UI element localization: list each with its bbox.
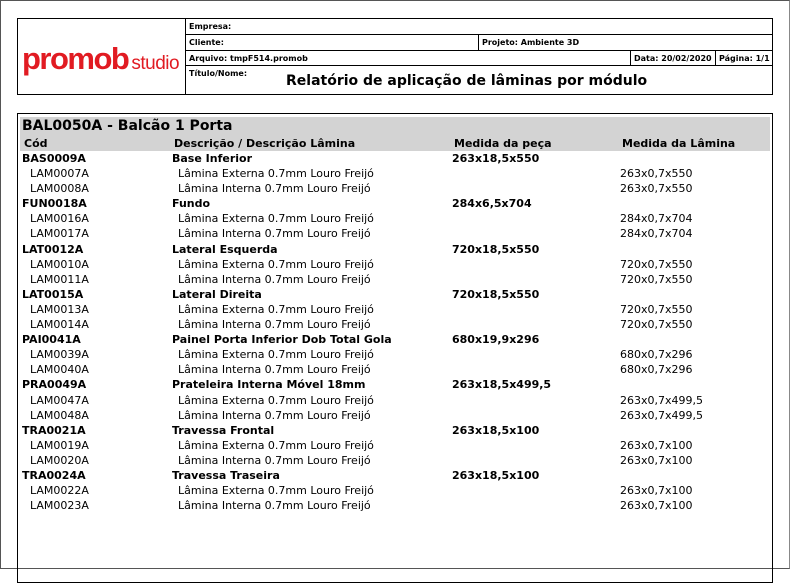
- lamina-row: [20, 453, 770, 468]
- column-header-cod: Cód: [24, 137, 48, 150]
- header-row-cliente: [186, 35, 772, 51]
- column-header-medida-lamina: Medida da Lâmina: [622, 137, 736, 150]
- row-description: Lâmina Interna 0.7mm Louro Freijó: [178, 499, 371, 513]
- row-description: Prateleira Interna Móvel 18mm: [172, 378, 366, 392]
- row-medida-lamina: 720x0,7x550: [620, 302, 693, 316]
- row-description: Travessa Frontal: [172, 423, 275, 437]
- titulo-label: Título/Nome:: [189, 69, 248, 78]
- logo-main-text: promob: [22, 41, 129, 76]
- lamina-row: [20, 483, 770, 498]
- lamina-row: [20, 393, 770, 408]
- cell-divider: [715, 51, 716, 65]
- row-description: Lâmina Interna 0.7mm Louro Freijó: [178, 318, 371, 332]
- promob-studio-logo: [22, 41, 179, 77]
- row-medida-peca: 284x6,5x704: [452, 197, 532, 211]
- row-medida-lamina: 720x0,7x550: [620, 318, 693, 332]
- arquivo-label: Arquivo: tmpF514.promob: [189, 54, 308, 63]
- empresa-label: Empresa:: [189, 22, 232, 31]
- row-description: Lâmina Interna 0.7mm Louro Freijó: [178, 182, 371, 196]
- row-code: LAT0012A: [22, 242, 84, 256]
- row-medida-peca: 263x18,5x100: [452, 468, 540, 482]
- row-code: BAS0009A: [22, 152, 86, 165]
- data-label: Data: 20/02/2020: [634, 54, 712, 63]
- row-code: PRA0049A: [22, 378, 87, 392]
- part-row: [20, 287, 770, 302]
- lamina-row: [20, 226, 770, 241]
- row-medida-peca: 680x19,9x296: [452, 333, 540, 347]
- row-code: LAM0040A: [30, 363, 89, 377]
- row-description: Lâmina Externa 0.7mm Louro Freijó: [178, 348, 374, 362]
- column-header-descricao: Descrição / Descrição Lâmina: [174, 137, 356, 150]
- row-code: LAM0008A: [30, 182, 89, 196]
- row-medida-lamina: 263x0,7x100: [620, 453, 693, 467]
- part-row: [20, 423, 770, 438]
- lamina-row: [20, 498, 770, 513]
- row-description: Painel Porta Inferior Dob Total Gola: [172, 333, 392, 347]
- lamina-row: [20, 347, 770, 362]
- row-medida-peca: 263x18,5x499,5: [452, 378, 552, 392]
- part-row: [20, 332, 770, 347]
- lamina-row: [20, 302, 770, 317]
- logo-sub-text: studio: [131, 53, 180, 74]
- lamina-row: [20, 181, 770, 196]
- row-description: Lâmina Externa 0.7mm Louro Freijó: [178, 167, 374, 181]
- row-medida-lamina: 263x0,7x100: [620, 438, 693, 452]
- module-header: [20, 117, 770, 151]
- row-code: LAM0047A: [30, 393, 89, 407]
- row-description: Lâmina Externa 0.7mm Louro Freijó: [178, 438, 374, 452]
- row-medida-peca: 720x18,5x550: [452, 287, 540, 301]
- lamina-row: [20, 166, 770, 181]
- part-row: [20, 242, 770, 257]
- row-medida-lamina: 263x0,7x499,5: [620, 408, 703, 422]
- row-code: FUN0018A: [22, 197, 87, 211]
- row-medida-lamina: 263x0,7x550: [620, 182, 693, 196]
- report-body: [17, 113, 773, 583]
- row-code: LAM0007A: [30, 167, 89, 181]
- part-row: [20, 151, 770, 166]
- row-code: LAM0048A: [30, 408, 89, 422]
- row-description: Lâmina Interna 0.7mm Louro Freijó: [178, 408, 371, 422]
- row-code: LAM0013A: [30, 302, 89, 316]
- lamina-row: [20, 408, 770, 423]
- row-medida-peca: 263x18,5x550: [452, 152, 540, 165]
- row-description: Lâmina Interna 0.7mm Louro Freijó: [178, 363, 371, 377]
- part-row: [20, 377, 770, 392]
- logo-cell: [18, 19, 186, 94]
- row-code: LAM0016A: [30, 212, 89, 226]
- module-title: BAL0050A - Balcão 1 Porta: [22, 118, 233, 134]
- row-description: Lâmina Externa 0.7mm Louro Freijó: [178, 484, 374, 498]
- row-code: LAM0011A: [30, 272, 89, 286]
- row-description: Lâmina Externa 0.7mm Louro Freijó: [178, 257, 374, 271]
- row-code: PAI0041A: [22, 333, 81, 347]
- row-medida-lamina: 720x0,7x550: [620, 272, 693, 286]
- row-medida-lamina: 680x0,7x296: [620, 363, 693, 377]
- row-code: TRA0024A: [22, 468, 86, 482]
- row-medida-lamina: 680x0,7x296: [620, 348, 693, 362]
- cliente-label: Cliente:: [189, 38, 224, 47]
- parts-table: [20, 151, 770, 513]
- row-medida-peca: 720x18,5x550: [452, 242, 540, 256]
- row-medida-lamina: 284x0,7x704: [620, 227, 693, 241]
- row-medida-lamina: 263x0,7x499,5: [620, 393, 703, 407]
- row-code: LAM0022A: [30, 484, 89, 498]
- row-code: LAM0020A: [30, 453, 89, 467]
- row-code: LAM0039A: [30, 348, 89, 362]
- row-code: LAM0014A: [30, 318, 89, 332]
- row-description: Fundo: [172, 197, 211, 211]
- row-description: Lâmina Externa 0.7mm Louro Freijó: [178, 212, 374, 226]
- cell-divider: [478, 35, 479, 50]
- row-medida-lamina: 263x0,7x550: [620, 167, 693, 181]
- row-description: Lateral Direita: [172, 287, 262, 301]
- lamina-row: [20, 257, 770, 272]
- lamina-row: [20, 362, 770, 377]
- row-code: LAM0019A: [30, 438, 89, 452]
- row-description: Lâmina Interna 0.7mm Louro Freijó: [178, 227, 371, 241]
- lamina-row: [20, 272, 770, 287]
- row-medida-lamina: 263x0,7x100: [620, 499, 693, 513]
- row-code: TRA0021A: [22, 423, 86, 437]
- row-code: LAM0017A: [30, 227, 89, 241]
- row-medida-peca: 263x18,5x100: [452, 423, 540, 437]
- row-description: Lâmina Externa 0.7mm Louro Freijó: [178, 393, 374, 407]
- projeto-label: Projeto: Ambiente 3D: [482, 38, 580, 47]
- row-description: Base Inferior: [172, 152, 252, 165]
- row-description: Lâmina Interna 0.7mm Louro Freijó: [178, 453, 371, 467]
- lamina-row: [20, 438, 770, 453]
- row-description: Travessa Traseira: [172, 468, 280, 482]
- row-medida-lamina: 284x0,7x704: [620, 212, 693, 226]
- header-row-arquivo: [186, 51, 772, 66]
- lamina-row: [20, 211, 770, 226]
- report-header: [17, 18, 773, 95]
- lamina-row: [20, 317, 770, 332]
- header-row-empresa: [186, 19, 772, 35]
- pagina-label: Página: 1/1: [719, 54, 770, 63]
- row-code: LAM0010A: [30, 257, 89, 271]
- part-row: [20, 196, 770, 211]
- part-row: [20, 468, 770, 483]
- report-title: Relatório de aplicação de lâminas por módulo: [286, 73, 648, 89]
- row-medida-lamina: 263x0,7x100: [620, 484, 693, 498]
- cell-divider: [630, 51, 631, 65]
- row-description: Lâmina Interna 0.7mm Louro Freijó: [178, 272, 371, 286]
- row-code: LAT0015A: [22, 287, 84, 301]
- row-medida-lamina: 720x0,7x550: [620, 257, 693, 271]
- row-code: LAM0023A: [30, 499, 89, 513]
- row-description: Lateral Esquerda: [172, 242, 278, 256]
- column-header-medida-peca: Medida da peça: [454, 137, 552, 150]
- header-row-titulo: [186, 66, 772, 94]
- row-description: Lâmina Externa 0.7mm Louro Freijó: [178, 302, 374, 316]
